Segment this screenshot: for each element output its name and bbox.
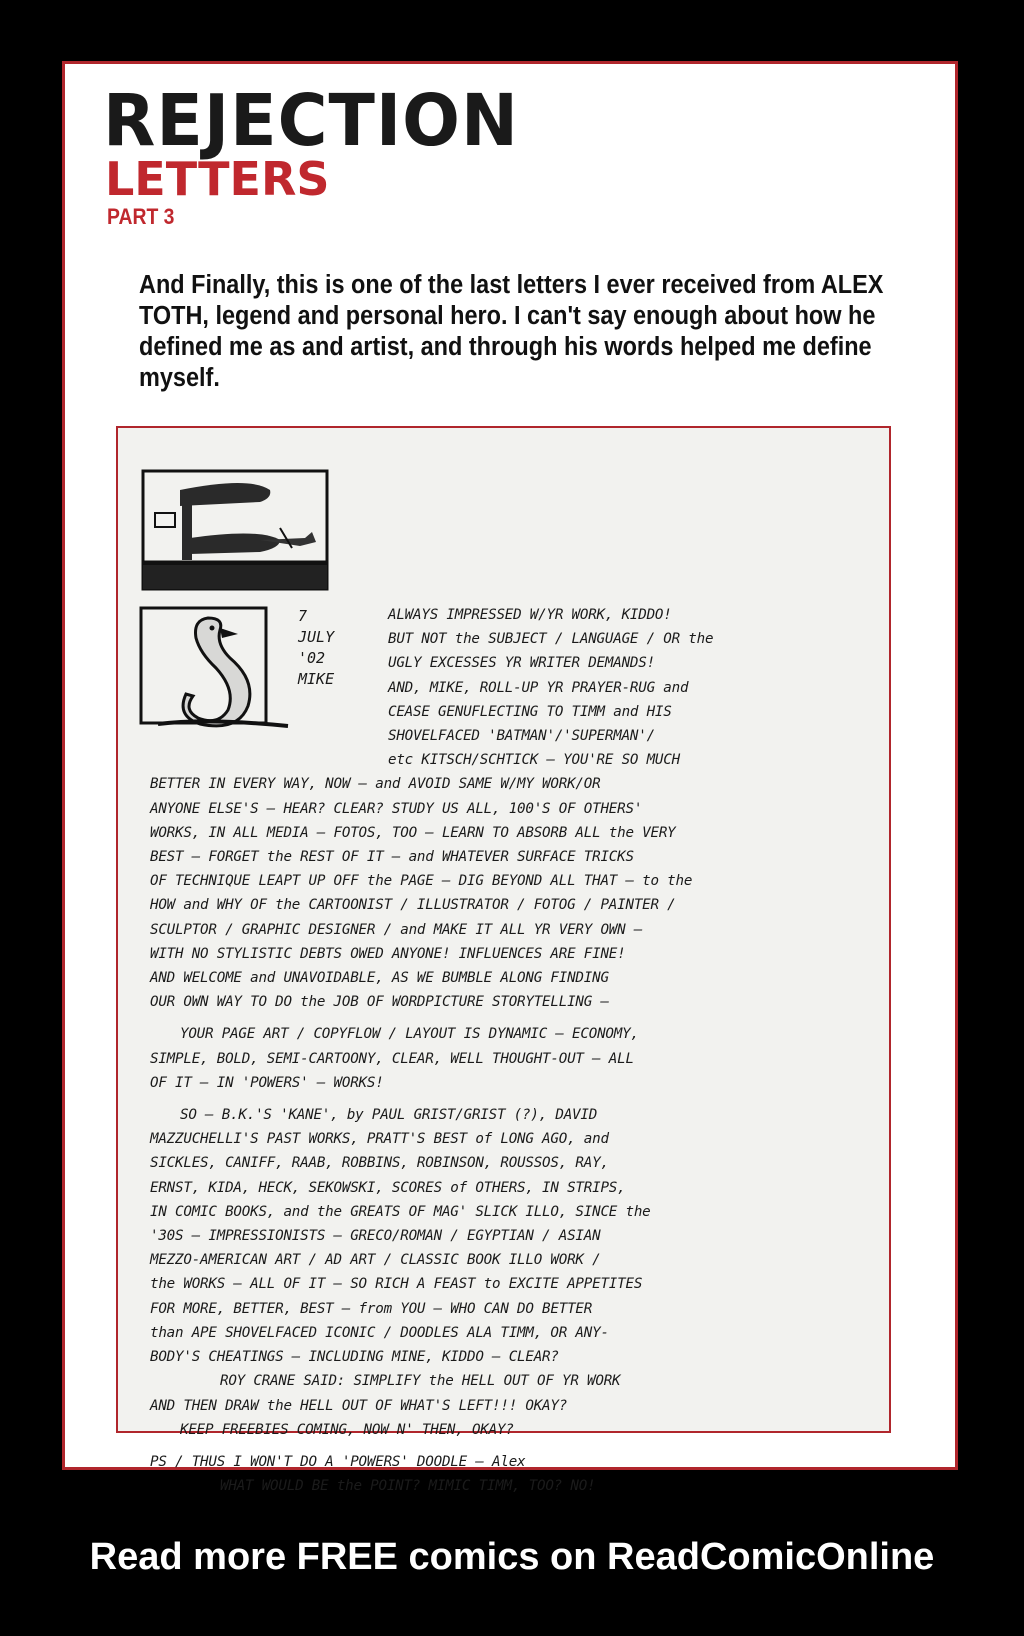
- letter-line: the WORKS — ALL OF IT — SO RICH A FEAST to EXCITE APPETITES: [150, 1276, 643, 1293]
- letter-line: OF TECHNIQUE LEAPT UP OFF the PAGE — DIG BEYOND ALL THAT — to the: [150, 873, 693, 890]
- letter-line: WORKS, IN ALL MEDIA — FOTOS, TOO — LEARN TO ABSORB ALL the VERY: [150, 824, 676, 841]
- letter-line: BUT NOT the SUBJECT / LANGUAGE / OR the: [388, 631, 714, 648]
- date-line: '02: [298, 649, 326, 667]
- letter-line: UGLY EXCESSES YR WRITER DEMANDS!: [388, 655, 655, 672]
- letter-line: BODY'S CHEATINGS — INCLUDING MINE, KIDDO — CLEAR?: [150, 1349, 559, 1366]
- page-subtitle: LETTERS: [105, 152, 330, 206]
- letter-line: KEEP FREEBIES COMING, NOW N' THEN, OKAY?: [180, 1421, 514, 1438]
- letter-line: WHAT WOULD BE the POINT? MIMIC TIMM, TOO? NO!: [220, 1478, 596, 1495]
- page-card: [62, 61, 958, 1495]
- letter-line: etc KITSCH/SCHTICK — YOU'RE SO MUCH: [388, 752, 680, 769]
- letter-line: BEST — FORGET the REST OF IT — and WHATEVER SURFACE TRICKS: [150, 849, 634, 866]
- letter-line: WITH NO STYLISTIC DEBTS OWED ANYONE! INFLUENCES ARE FINE!: [150, 945, 626, 962]
- letter-image: [116, 426, 891, 1495]
- letter-line: AND WELCOME and UNAVOIDABLE, AS WE BUMBLE ALONG FINDING: [150, 970, 609, 987]
- letter-line: PS / THUS I WON'T DO A 'POWERS' DOODLE — Alex: [150, 1453, 526, 1470]
- letter-line: ANYONE ELSE'S — HEAR? CLEAR? STUDY US ALL, 100'S OF OTHERS': [150, 800, 643, 817]
- letter-line: HOW and WHY OF the CARTOONIST / ILLUSTRATOR / FOTOG / PAINTER /: [150, 897, 676, 914]
- letter-line: BETTER IN EVERY WAY, NOW — and AVOID SAME W/MY WORK/OR: [150, 776, 601, 793]
- letter-line: ROY CRANE SAID: SIMPLIFY the HELL OUT OF YR WORK: [220, 1373, 621, 1390]
- letter-line: YOUR PAGE ART / COPYFLOW / LAYOUT IS DYNAMIC — ECONOMY,: [180, 1026, 639, 1043]
- letter-line: '30S — IMPRESSIONISTS — GRECO/ROMAN / EGYPTIAN / ASIAN: [150, 1228, 601, 1245]
- letter-line: SICKLES, CANIFF, RAAB, ROBBINS, ROBINSON, ROUSSOS, RAY,: [150, 1155, 609, 1172]
- letter-line: SIMPLE, BOLD, SEMI-CARTOONY, CLEAR, WELL THOUGHT-OUT — ALL: [150, 1050, 634, 1067]
- letter-line: ALWAYS IMPRESSED W/YR WORK, KIDDO!: [388, 607, 672, 623]
- date-line: MIKE: [298, 670, 335, 688]
- letter-line: SCULPTOR / GRAPHIC DESIGNER / and MAKE IT ALL YR VERY OWN —: [150, 921, 643, 938]
- page-title: REJECTION: [103, 80, 519, 163]
- letter-line: AND, MIKE, ROLL-UP YR PRAYER-RUG and: [388, 679, 689, 696]
- letter-line: AND THEN DRAW the HELL OUT OF WHAT'S LEFT!!! OKAY?: [150, 1397, 568, 1414]
- letter-line: CEASE GENUFLECTING TO TIMM and HIS: [388, 703, 672, 720]
- airplane-sketch-icon: [140, 468, 330, 593]
- letter-line: SHOVELFACED 'BATMAN'/'SUPERMAN'/: [388, 728, 655, 745]
- footer-banner: Read more FREE comics on ReadComicOnline: [89, 1536, 935, 1578]
- letter-text: [150, 603, 865, 1498]
- letter-line: SO — B.K.'S 'KANE', by PAUL GRIST/GRIST (?), DAVID: [180, 1107, 598, 1124]
- letter-line: than APE SHOVELFACED ICONIC / DOODLES ALA TIMM, OR ANY-: [150, 1324, 609, 1341]
- letter-line: IN COMIC BOOKS, and the GREATS OF MAG' SLICK ILLO, SINCE the: [150, 1203, 651, 1220]
- letter-line: ERNST, KIDA, HECK, SEKOWSKI, SCORES of OTHERS, IN STRIPS,: [150, 1179, 626, 1196]
- intro-paragraph: And Finally, this is one of the last letters I ever received from ALEX TOTH, legend and personal hero. I can't say enough about how he defined me as and artist, and through his words helped me define myself.: [139, 271, 884, 392]
- part-label: PART 3: [107, 204, 175, 229]
- date-line: 7: [298, 607, 308, 625]
- letter-line: MAZZUCHELLI'S PAST WORKS, PRATT'S BEST of LONG AGO, and: [150, 1131, 609, 1148]
- letter-line: OF IT — IN 'POWERS' — WORKS!: [150, 1074, 384, 1091]
- letter-line: OUR OWN WAY TO DO the JOB OF WORDPICTURE STORYTELLING —: [150, 994, 609, 1011]
- letter-line: MEZZO-AMERICAN ART / AD ART / CLASSIC BOOK ILLO WORK /: [150, 1252, 601, 1269]
- date-line: JULY: [298, 628, 335, 646]
- letter-line: FOR MORE, BETTER, BEST — from YOU — WHO CAN DO BETTER: [150, 1300, 593, 1317]
